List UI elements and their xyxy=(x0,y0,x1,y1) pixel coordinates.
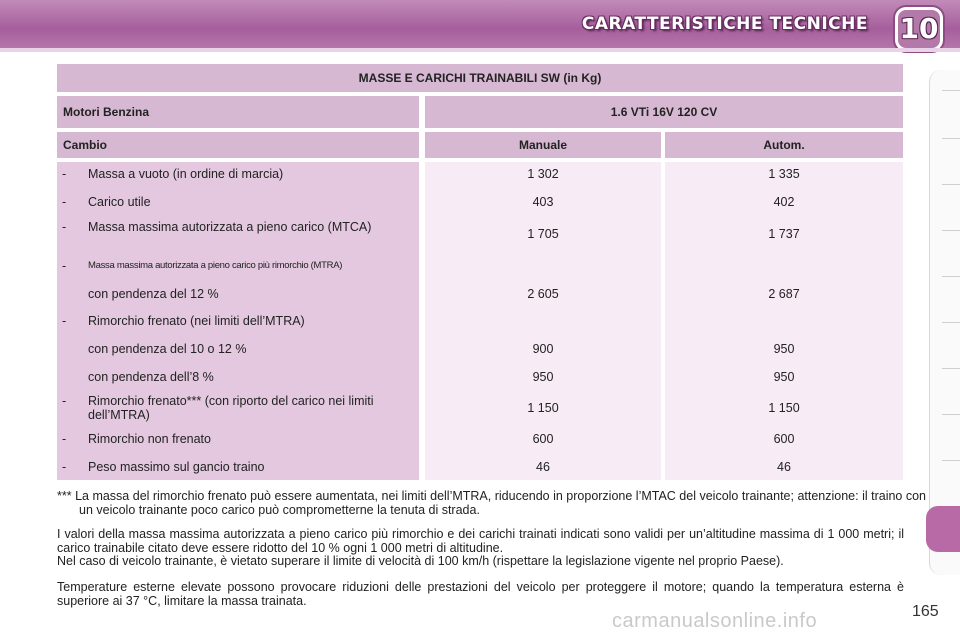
tab-divider xyxy=(942,322,960,323)
row-label-text: Carico utile xyxy=(88,195,151,209)
cambio-label: Cambio xyxy=(57,132,419,158)
tab-divider xyxy=(942,184,960,185)
value-manuale: 46 xyxy=(536,460,550,474)
row-dash: - xyxy=(62,195,67,209)
value-autom: 46 xyxy=(777,460,791,474)
value-autom: 950 xyxy=(773,342,795,356)
motori-value: 1.6 VTi 16V 120 CV xyxy=(425,96,903,128)
tab-divider xyxy=(942,230,960,231)
active-chapter-tab[interactable] xyxy=(926,506,960,552)
note-paragraph: I valori della massa massima autorizzata a pieno carico più rimorchio e dei carichi trainati indicati sono validi per un’altitudine massima di 1 000 metri; il carico trainabile citato deve essere ridotto del 10 % ogni 1 000 metri di altitudine. xyxy=(57,527,904,555)
chapter-number-badge: 10 xyxy=(898,10,940,48)
value-manuale: 900 xyxy=(532,342,554,356)
tab-divider xyxy=(942,414,960,415)
page-number: 165 xyxy=(912,603,939,620)
row-label-text: Massa massima autorizzata a pieno carico (MTCA) xyxy=(88,220,372,234)
value-manuale: 1 302 xyxy=(527,167,559,181)
value-manuale: 950 xyxy=(532,370,554,384)
value-manuale: 403 xyxy=(532,195,554,209)
tab-divider xyxy=(942,276,960,277)
row-dash: - xyxy=(62,259,67,273)
note-paragraph: Nel caso di veicolo trainante, è vietato superare il limite di velocità di 100 km/h (rispettare la legislazione vigente nel proprio Paese). xyxy=(57,554,784,568)
note-paragraph: Temperature esterne elevate possono provocare riduzioni delle prestazioni del veicolo per proteggere il motore; quando la temperatura esterna è superiore ai 37 °C, limitare la massa trainata. xyxy=(57,580,904,608)
value-manuale: 1 150 xyxy=(527,401,559,415)
tab-divider xyxy=(942,368,960,369)
motori-label: Motori Benzina xyxy=(57,96,419,128)
footnote: *** La massa del rimorchio frenato può essere aumentata, nei limiti dell’MTRA, riducendo in proporzione l’MTAC del veicolo trainante; attenzione: il traino con un veicolo trainante poco carico può comprometterne la tenuta di strada. xyxy=(57,489,926,517)
value-manuale: 600 xyxy=(532,432,554,446)
value-autom: 600 xyxy=(773,432,795,446)
tab-divider xyxy=(942,90,960,91)
header-band xyxy=(0,0,960,52)
row-label-text: Rimorchio frenato*** (con riporto del carico nei limiti dell’MTRA) xyxy=(88,394,374,422)
tab-divider xyxy=(942,460,960,461)
value-autom: 1 335 xyxy=(768,167,800,181)
row-label-text: Peso massimo sul gancio traino xyxy=(88,460,265,474)
value-autom: 2 687 xyxy=(768,287,800,301)
value-autom: 1 150 xyxy=(768,401,800,415)
chapter-tab-strip xyxy=(929,70,960,575)
watermark: carmanualsonline.info xyxy=(612,610,818,632)
row-label-text: con pendenza del 10 o 12 % xyxy=(88,342,247,356)
row-dash: - xyxy=(62,314,67,328)
value-autom: 950 xyxy=(773,370,795,384)
row-label-text: con pendenza del 12 % xyxy=(88,287,219,301)
row-label-text: Massa a vuoto (in ordine di marcia) xyxy=(88,167,284,181)
value-autom: 1 737 xyxy=(768,227,800,241)
cambio-manuale: Manuale xyxy=(425,132,661,158)
row-label-text: con pendenza dell’8 % xyxy=(88,370,214,384)
cambio-autom: Autom. xyxy=(665,132,903,158)
tab-divider xyxy=(942,138,960,139)
row-label-text: Massa massima autorizzata a pieno carico più rimorchio (MTRA) xyxy=(88,260,343,271)
row-dash: - xyxy=(62,167,67,181)
row-label-text: Rimorchio non frenato xyxy=(88,432,211,446)
row-dash: - xyxy=(62,220,67,234)
value-manuale: 2 605 xyxy=(527,287,559,301)
table-title: MASSE E CARICHI TRAINABILI SW (in Kg) xyxy=(57,64,903,92)
value-autom: 402 xyxy=(773,195,795,209)
value-manuale: 1 705 xyxy=(527,227,559,241)
row-dash: - xyxy=(62,460,67,474)
row-dash: - xyxy=(62,394,67,408)
row-label-text: Rimorchio frenato (nei limiti dell’MTRA) xyxy=(88,314,305,328)
row-dash: - xyxy=(62,432,67,446)
section-title: CARATTERISTICHE TECNICHE xyxy=(581,14,868,34)
